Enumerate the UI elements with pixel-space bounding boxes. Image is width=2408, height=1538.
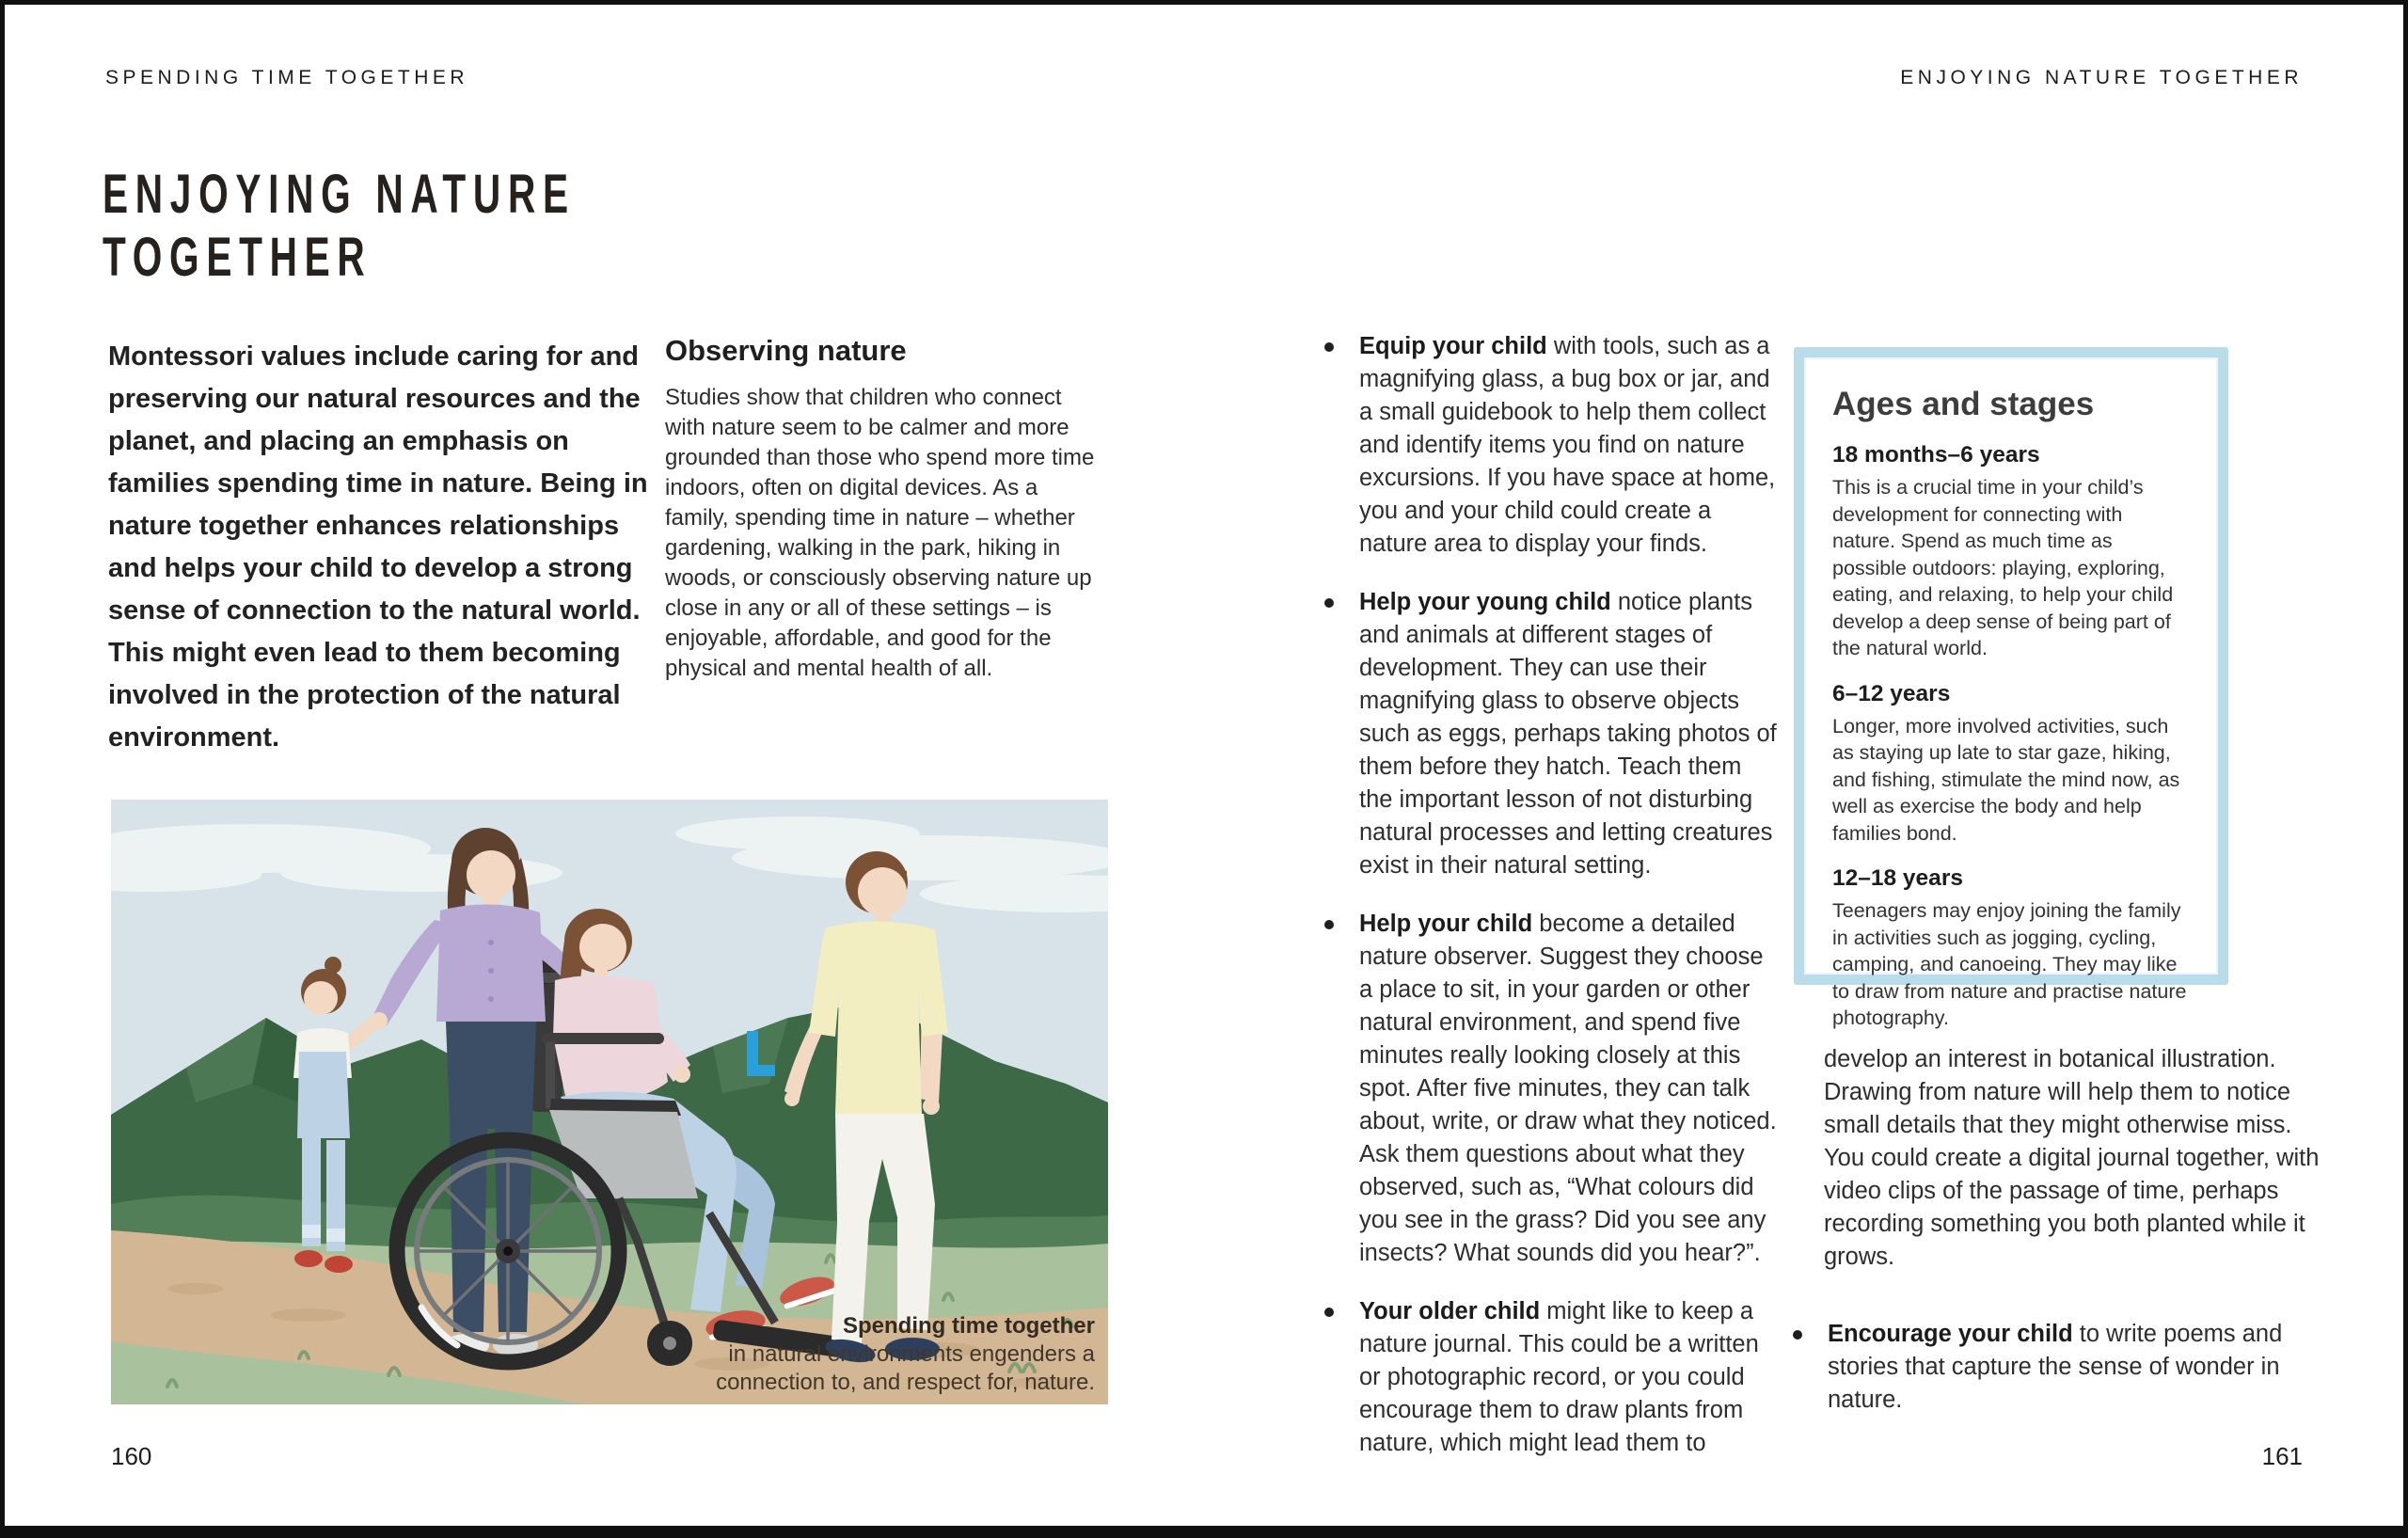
sidebar-age-3: 12–18 years (1832, 865, 1963, 891)
bullet-lead: Equip your child (1359, 333, 1547, 359)
running-head-right: ENJOYING NATURE TOGETHER (1900, 67, 2303, 88)
bullet-help-young-child (1320, 586, 1781, 882)
continuation-paragraph: develop an interest in botanical illustration. Drawing from nature will help them to notice small details that they might otherwise miss. You could create a digital journal together, with video clips of the passage of time, perhaps recording something you both planted while it grows. (1824, 1046, 2320, 1270)
bullet-lead: Help your young child (1359, 589, 1611, 615)
bullet-equip-your-child (1320, 330, 1781, 561)
bullet-encourage-your-child (1788, 1318, 2332, 1417)
page-number-right: 161 (2261, 1442, 2303, 1470)
page-title (103, 163, 576, 289)
bullet-text: might like to keep a nature journal. This could be a written or photographic record, or you could encourage them to draw plants from nature, which might lead them to (1359, 1298, 1759, 1456)
nature-walk-illustration (111, 800, 1108, 1404)
bullet-text: become a detailed nature observer. Suggest they choose a place to sit, in your garden or other natural environment, and spend five minutes really looking closely at this spot. After five minutes, they can talk about, write, or draw what they noticed. Ask them questions about what they observed, such as, “What colours did you see in the grass? Did you see any insects? What sounds did you hear?”. (1359, 911, 1777, 1266)
section-heading: Observing nature (665, 334, 907, 367)
intro-paragraph: Montessori values include caring for and preserving our natural resources and the planet, and placing an emphasis on families spending time in nature. Being in nature together enhances relationships and helps your child to develop a strong sense of connection to the natural world. This might even lead to them becoming involved in the protection of the natural environment. (108, 341, 648, 753)
page-number-left: 160 (111, 1442, 152, 1470)
image-caption (662, 1312, 1095, 1397)
final-bullet-list (1788, 1318, 2332, 1417)
ages-and-stages-box (1794, 347, 2228, 1029)
bullet-older-child (1320, 1295, 1781, 1460)
bullet-lead: Encourage your child (1828, 1321, 2073, 1347)
bullet-lead: Your older child (1359, 1298, 1541, 1324)
bullet-text: with tools, such as a magnifying glass, a bug box or jar, and a small guidebook to help them collect and identify items you find on nature excursions. If you have space at home, you and your child could create a nature area to display your finds. (1359, 333, 1776, 557)
page-title-line2: TOGETHER (103, 227, 372, 288)
caption-body: in natural environments engenders a connection to, and respect for, nature. (716, 1341, 1095, 1395)
bullet-text: notice plants and animals at different stages of development. They can use their magnifying glass to observe objects such as eggs, perhaps taking photos of them before they hatch. Teach them the important lesson of not disturbing natural processes and letting creatures exist in their natural setting. (1359, 589, 1777, 879)
rear-wheel (397, 1140, 619, 1362)
bullet-lead: Help your child (1359, 911, 1533, 937)
sidebar-text-2: Longer, more involved activities, such as staying up late to star gaze, hiking, and fishing, stimulate the mind now, as well as exercise the body and help families bond. (1832, 714, 2180, 845)
bullet-help-your-child (1320, 908, 1781, 1270)
page-title-line1: ENJOYING NATURE (103, 164, 576, 225)
running-head-left: SPENDING TIME TOGETHER (105, 67, 469, 88)
bullet-text: to write poems and stories that capture the sense of wonder in nature. (1828, 1321, 2283, 1413)
section-body: Studies show that children who connect with nature seem to be calmer and more grounded than those who spend more time indoors, often on digital devices. As a family, spending time in nature – whether gardening, walking in the park, hiking in woods, or consciously observing nature up close in any or all of these settings – is enjoyable, affordable, and good for the physical and mental health of all. (665, 385, 1095, 681)
sidebar-title: Ages and stages (1832, 386, 2095, 422)
sidebar-age-1: 18 months–6 years (1832, 442, 2040, 468)
sidebar-age-2: 6–12 years (1832, 680, 1951, 706)
activity-bullet-list (1320, 330, 1781, 1460)
observing-nature-section (665, 334, 1107, 684)
sidebar-text-1: This is a crucial time in your child’s development for connecting with nature. Spend as much time as possible outdoors: playing, exploring, eating, and relaxing, to help your child develop a deep sense of being part of the natural world. (1832, 476, 2174, 659)
sidebar-text-3: Teenagers may enjoy joining the family in activities such as jogging, cycling, camping, and canoeing. They may like to draw from nature and practise nature photography. (1832, 899, 2187, 1029)
caption-lead: Spending time together (842, 1313, 1095, 1339)
